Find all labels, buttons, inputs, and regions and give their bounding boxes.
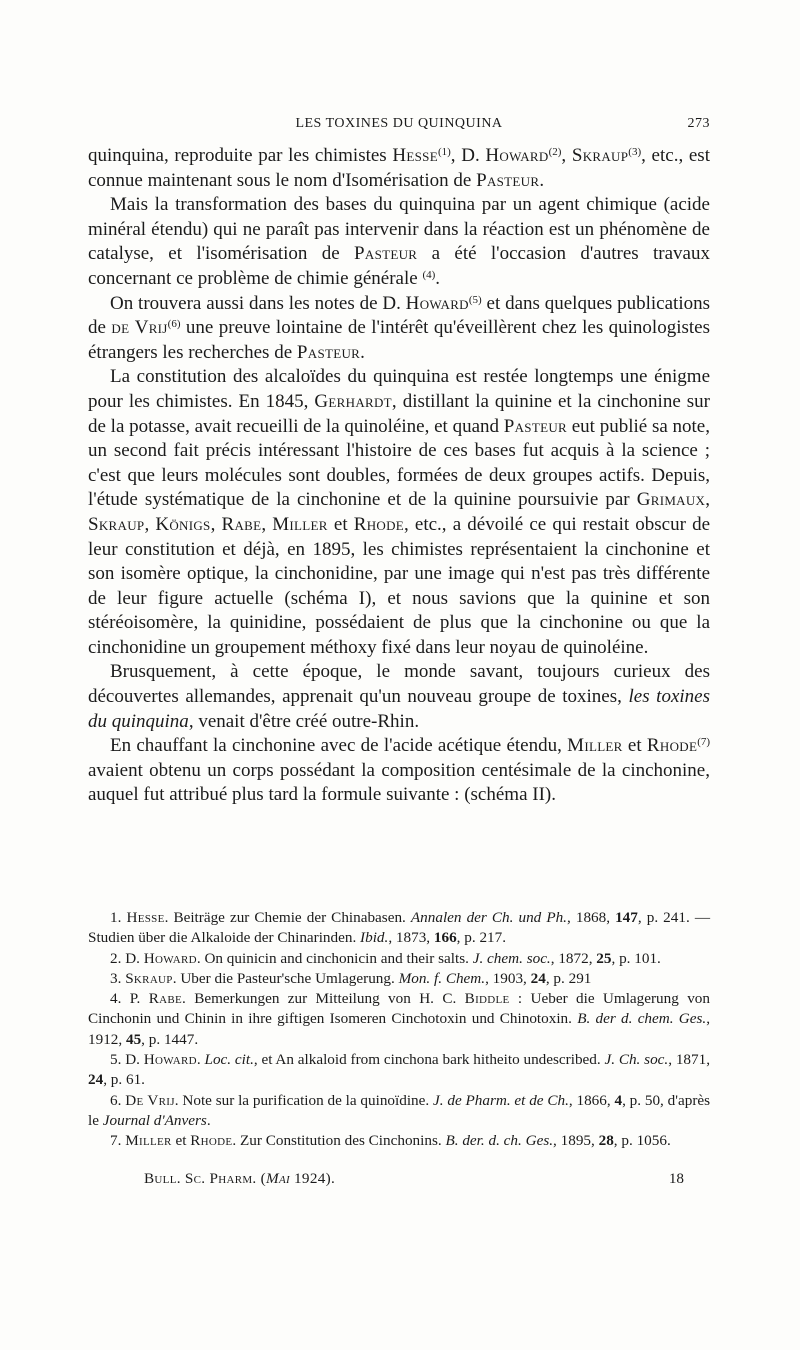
author-name: Miller <box>272 513 328 535</box>
text: , <box>261 513 273 535</box>
text: et dans quelques publications de <box>88 292 710 339</box>
text: La constitution des alcaloïdes du quinquina est restée longtemps une énigme pour les chimistes. En 1845, <box>88 366 710 412</box>
volume: 24 <box>530 969 546 987</box>
text: , 1872, <box>550 949 597 967</box>
author-name: Rabe <box>148 990 183 1008</box>
text: . Bemerkungen zur Mitteilung von H. C. <box>182 990 465 1008</box>
footnote-ref: (6) <box>167 318 181 331</box>
text: , <box>210 513 222 535</box>
text: , p. 50, d'après le <box>88 1091 711 1129</box>
text: , et An alkaloid from cinchona bark hitheito undescribed. <box>253 1051 605 1069</box>
journal-title: Annalen der Ch. und Ph. <box>410 909 567 926</box>
text: , p. 61. <box>103 1071 145 1089</box>
author-name: Königs <box>155 513 211 535</box>
journal-title: J. Ch. soc. <box>604 1051 669 1069</box>
text: , 1895, <box>553 1132 599 1150</box>
paragraph-3 <box>88 292 710 366</box>
volume: 28 <box>598 1132 614 1150</box>
author-name: Rabe <box>221 513 262 535</box>
author-name: Howard <box>485 145 549 166</box>
author-name: Pasteur <box>354 243 418 265</box>
text: , etc., a dévoilé ce qui restait obscur de leur constitution et déjà, en 1895, les chimistes représentaient la cinchonine et son isomère optique, la cinchonidine, par une image qui n'est pas très différente de leur figure actuelle (schéma I), et nous savions que la quinine et son stéréoisomère, la quinidine, possédaient de plus que la cinchonine ou que la cinchonidine un groupement méthoxy fixé dans leur noyau de quinoléine. <box>88 513 711 658</box>
text: et <box>171 1132 191 1150</box>
running-head <box>88 116 710 136</box>
text: Mais la transformation des bases du quinquina par un agent chimique (acide minéral étendu) qui ne paraît pas intervenir dans la réaction est un phénomène de catalyse, et l'isomérisation de <box>88 194 710 265</box>
text: , p. 1447. <box>141 1030 199 1048</box>
author-name: Pasteur <box>296 341 361 363</box>
month: Mai <box>266 1170 290 1187</box>
text: eut publié sa note, un second fait précis intéressant l'histoire de ces bases fut acquis à la science ; c'est que leurs molécules sont doubles, formées de deux groupes actifs. Depuis, l'étude systématique de la cinchonine et de la quinine poursuivie par <box>88 415 710 511</box>
text: : Ueber die Umlagerung von Cinchonin und Chinin in ihre giftigen Isomeren Cinchotoxin und Chinotoxin. <box>88 990 710 1028</box>
volume: 147 <box>615 909 638 926</box>
signature-mark: 18 <box>668 1170 684 1187</box>
text: , <box>144 513 156 535</box>
text: , 1871, <box>668 1051 710 1069</box>
italic-phrase: les toxines du quinquina <box>88 686 710 732</box>
author-name: Skraup <box>88 513 145 535</box>
paragraph-5 <box>88 660 710 734</box>
text: . <box>539 169 545 191</box>
author-name: Pasteur <box>476 169 540 191</box>
text: , 1866, <box>568 1091 615 1109</box>
author-name: Howard <box>143 1051 197 1069</box>
footnote-3 <box>88 969 710 989</box>
footnote-number: 4. P. <box>110 990 149 1008</box>
text: , p. 1056. <box>613 1132 671 1150</box>
footnote-2 <box>88 949 710 969</box>
volume: 166 <box>433 929 457 947</box>
author-name: De Vrij <box>125 1091 175 1109</box>
text: quinquina, reproduite par les chimistes <box>88 145 393 166</box>
text: une preuve lointaine de l'intérêt qu'éveillèrent chez les quinologistes étrangers les recherches de <box>88 317 710 363</box>
paragraph-2 <box>88 193 710 291</box>
text: et <box>622 735 647 757</box>
author-name: Miller <box>125 1132 172 1150</box>
author-name: Miller <box>567 735 623 757</box>
text: , p. 101. <box>611 949 661 967</box>
author-name: Skraup <box>571 145 629 166</box>
journal-title: J. chem. soc. <box>472 949 551 967</box>
footnote-ref: (5) <box>468 293 482 306</box>
text: Brusquement, à cette époque, le monde savant, toujours curieux des découvertes allemandes, apprenait qu'un nouveau groupe de toxines, <box>88 661 710 708</box>
text: , <box>705 489 710 511</box>
journal-title: Mon. f. Chem. <box>398 969 486 987</box>
text: Bull. Sc. Pharm. ( <box>144 1170 266 1187</box>
author-name: Hesse <box>126 909 165 926</box>
text: . Beiträge zur Chemie der Chinabasen. <box>164 909 411 926</box>
paragraph-1 <box>88 144 710 193</box>
footnote-number: 6. <box>110 1091 126 1109</box>
running-title: LES TOXINES DU QUINQUINA <box>295 116 503 131</box>
text: 1924). <box>289 1170 336 1187</box>
text: . Uber die Pasteur'sche Umlagerung. <box>172 969 399 987</box>
text: . Note sur la purification de la quinoïdine. <box>174 1091 433 1109</box>
text: , venait d'être créé outre-Rhin. <box>188 710 420 732</box>
volume: 24 <box>88 1071 104 1089</box>
text: , 1903, <box>485 969 531 987</box>
bulletin-footer <box>144 1170 684 1188</box>
journal-title: Ibid. <box>360 929 389 947</box>
footnote-4 <box>88 989 710 1050</box>
text: . On quinicin and cinchonicin and their salts. <box>196 949 473 967</box>
journal-title: J. de Pharm. et de Ch. <box>433 1091 569 1109</box>
author-name: de Vrij <box>111 317 168 339</box>
volume: 25 <box>596 949 612 967</box>
page-number: 273 <box>687 116 710 131</box>
author-name: Rhode <box>353 513 405 535</box>
volume: 45 <box>125 1030 142 1048</box>
text: , p. 217. <box>456 929 507 947</box>
footnote-number: 5. D. <box>110 1051 144 1069</box>
text: a été l'occasion d'autres travaux concernant ce problème de chimie générale <box>88 243 710 289</box>
footnote-number: 2. D. <box>110 949 144 967</box>
footnote-number: 3. <box>110 969 126 987</box>
text: . Zur Constitution des Cinchonins. <box>232 1132 446 1150</box>
footnote-ref: (3) <box>628 146 642 158</box>
text: On trouvera aussi dans les notes de D. <box>110 292 406 314</box>
text: et <box>327 513 354 535</box>
text: , 1912, <box>88 1010 711 1048</box>
text: , D. <box>450 145 486 166</box>
footnote-ref: (1) <box>437 146 451 158</box>
main-text <box>88 144 710 808</box>
text: , etc., est connue maintenant sous le nom d'Isomérisation de <box>88 145 710 191</box>
author-name: Skraup <box>125 969 173 987</box>
author-name: Grimaux <box>636 489 706 511</box>
paragraph-4 <box>88 365 710 660</box>
journal-title: Journal d'Anvers <box>102 1111 207 1129</box>
text: , p. 241. — Studien über die Alkaloide der Chinarinden. <box>88 909 710 947</box>
author-name: Rhode <box>190 1132 233 1150</box>
text: avaient obtenu un corps possédant la composition centésimale de la cinchonine, auquel fut attribué plus tard la formule suivante : (schéma II). <box>88 759 710 806</box>
footnote-6 <box>88 1091 710 1132</box>
journal-title: B. der d. chem. Ges. <box>577 1010 707 1028</box>
author-name: Hesse <box>392 145 438 166</box>
footnote-number: 1. <box>110 909 127 926</box>
footnote-number: 7. <box>110 1132 126 1150</box>
text: . <box>435 267 441 289</box>
author-name: Pasteur <box>503 415 567 437</box>
footnote-1 <box>88 908 710 949</box>
journal-title: B. der. d. ch. Ges. <box>445 1132 554 1150</box>
text: , 1873, <box>388 929 434 947</box>
text: , <box>561 145 572 166</box>
text: En chauffant la cinchonine avec de l'acide acétique étendu, <box>110 735 568 757</box>
author-name: Howard <box>405 292 469 314</box>
text: . <box>206 1111 211 1129</box>
author-name: Biddle <box>464 990 510 1008</box>
footnote-5 <box>88 1050 710 1091</box>
journal-title: Loc. cit. <box>204 1051 254 1069</box>
paragraph-6 <box>88 734 710 808</box>
footnote-ref: (4) <box>422 268 436 281</box>
author-name: Howard <box>143 949 197 967</box>
footnote-ref: (7) <box>697 736 711 749</box>
text: , p. 291 <box>545 969 592 987</box>
volume: 4 <box>614 1091 623 1109</box>
footnote-ref: (2) <box>548 146 562 158</box>
text: . <box>360 341 365 363</box>
bulletin-citation <box>144 1170 335 1187</box>
text: , 1868, <box>566 909 616 926</box>
author-name: Rhode <box>646 735 698 757</box>
text: . <box>196 1051 205 1069</box>
footnote-7 <box>88 1131 710 1151</box>
author-name: Gerhardt <box>314 390 392 412</box>
footnotes <box>88 908 710 1152</box>
text: , distillant la quinine et la cinchonine sur de la potasse, avait recueilli de la quinoléine, et quand <box>88 390 710 437</box>
